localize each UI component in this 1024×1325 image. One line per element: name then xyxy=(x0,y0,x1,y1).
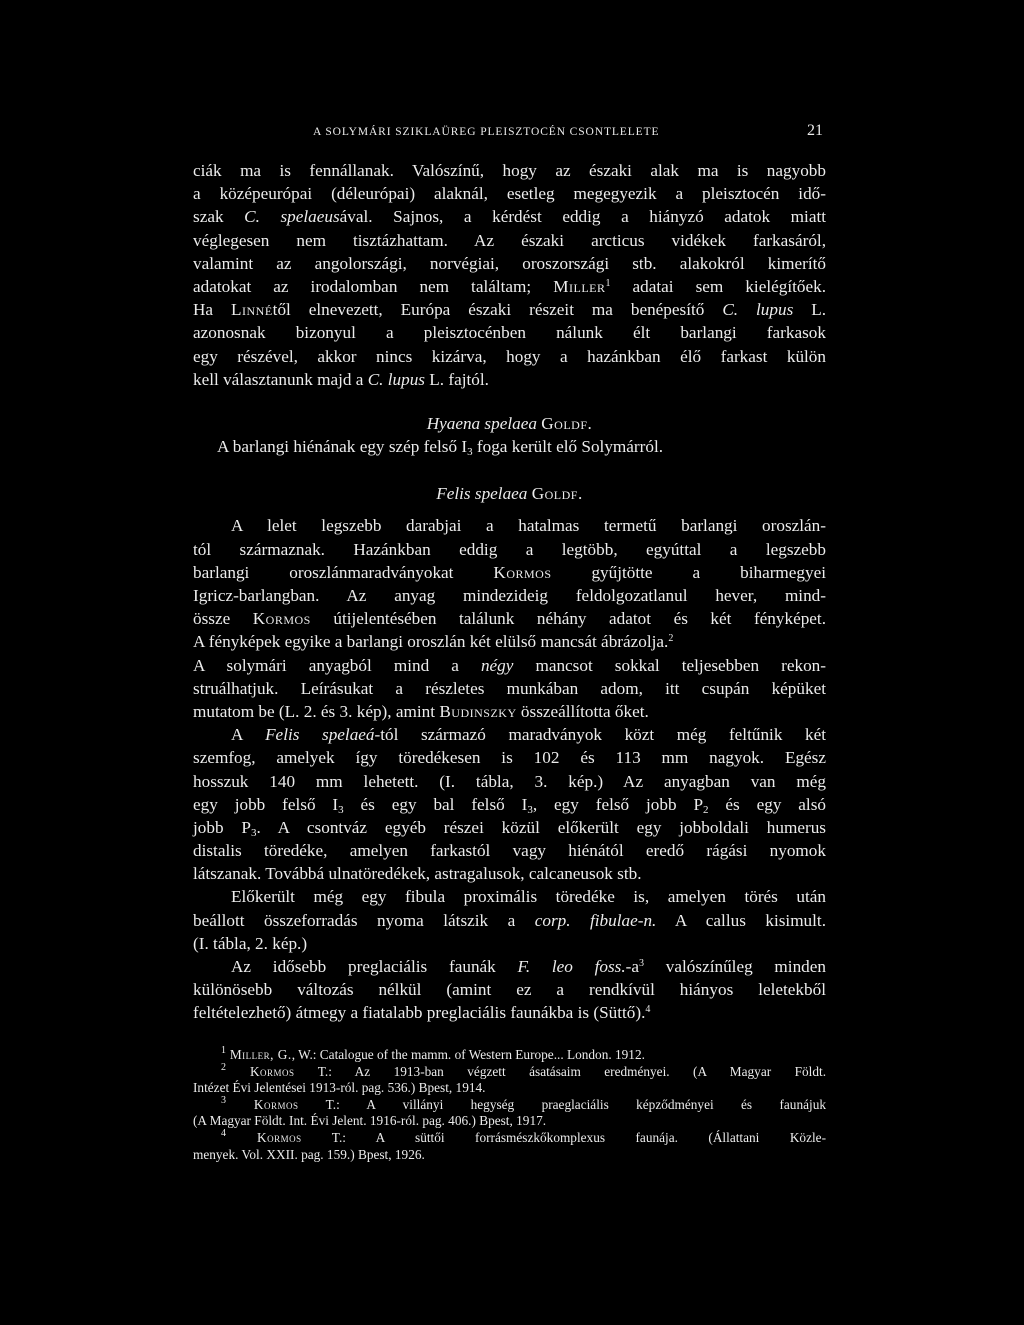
text-span: összeállította őket. xyxy=(516,701,649,721)
text-span: adatai sem kielégítőek. xyxy=(610,276,826,296)
text-span: beállott összeforradás nyoma látszik a xyxy=(193,910,535,930)
text-line: tól származnak. Hazánkban eddig a legtöbb, egyúttal a legszebb xyxy=(193,539,826,559)
emphasis: négy xyxy=(480,655,514,675)
footnote-text: T.: A villányi hegység praeglaciális képződményei és faunájuk xyxy=(298,1096,827,1112)
text-span: gyűjtötte a biharmegyei xyxy=(551,562,827,582)
text-span: től elnevezett, Európa északi részeit ma benépesítő xyxy=(272,300,723,320)
footnote-text: T.: Az 1913-ban végzett ásatásaim eredményei. (A Magyar Földt. xyxy=(294,1063,827,1079)
text-line xyxy=(193,909,826,932)
text-line xyxy=(193,630,826,653)
text-line: azonosnak bizonyul a pleisztocénben nálunk élt barlangi farkasok xyxy=(193,323,826,343)
text-line xyxy=(193,205,826,228)
running-title: A SOLYMÁRI SZIKLAÜREG PLEISZTOCÉN CSONTLELETE xyxy=(313,126,660,138)
footnote-3-cont: (A Magyar Földt. Int. Évi Jelent. 1916-ról. pag. 406.) Bpest, 1917. xyxy=(193,1113,547,1129)
text-span: kell választanunk majd a xyxy=(193,369,368,389)
text-span: L. fajtól. xyxy=(425,369,489,389)
footnote-2-cont: Intézet Évi Jelentései 1913-ról. pag. 536.) Bpest, 1914. xyxy=(193,1080,486,1096)
text-span: jobb P xyxy=(193,817,251,837)
text-line: szemfog, amelyek így töredékesen is 102 és 113 mm nagyok. Egész xyxy=(193,748,826,768)
footnote-number: 1 xyxy=(221,1045,226,1056)
text-span: A callus kisimult. xyxy=(656,910,827,930)
section-heading-felis xyxy=(193,482,826,505)
text-span: , egy felső jobb P xyxy=(532,794,704,814)
heading-taxon: Felis spelaea xyxy=(436,484,528,504)
text-span: és egy alsó xyxy=(708,794,826,814)
footnote-number: 4 xyxy=(221,1127,226,1139)
text-line: különösebb változás nélkül (amint ez a rendkívül hiányos leletekből xyxy=(193,980,826,1000)
author-name: Kormos xyxy=(493,562,552,582)
author-name: Linné xyxy=(231,300,273,320)
text-span: -a xyxy=(625,957,640,976)
text-line: Előkerült még egy fibula proximális töredéke is, amelyen törés után xyxy=(231,887,826,907)
taxon-name: C. lupus xyxy=(722,300,794,320)
anatomical-term: corp. fibulae-n. xyxy=(534,910,657,930)
text-line xyxy=(193,298,826,321)
footnote-number: 3 xyxy=(221,1094,226,1106)
text-span: Ha xyxy=(193,300,231,320)
text-span: Az idősebb preglaciális faunák xyxy=(231,957,518,976)
text-span: L. xyxy=(793,300,827,320)
text-line: a középeurópai (déleurópai) alaknál, esetleg megegyezik a pleisztocén idő- xyxy=(193,184,826,204)
text-span: A barlangi hiénának egy szép felső I xyxy=(217,437,468,457)
footnote-ref: 4 xyxy=(645,1004,651,1016)
author-name: Kormos xyxy=(226,1096,299,1112)
text-line: struálhatjuk. Leírásukat a részletes munkában adom, itt csupán képüket xyxy=(193,678,826,698)
text-line: hosszuk 140 mm lehetett. (I. tábla, 3. kép.) Az anyagban van még xyxy=(193,771,826,791)
tooth-index: 2 xyxy=(703,803,709,816)
text-line xyxy=(193,654,826,677)
text-line xyxy=(193,561,826,584)
author-name: Miller xyxy=(553,276,606,296)
page-number: 21 xyxy=(807,122,823,139)
tooth-index: 3 xyxy=(250,826,257,839)
text-line: Igricz-barlangban. Az anyag mindezideig feldolgozatlanul hever, mind- xyxy=(193,586,826,605)
tooth-index: 3 xyxy=(467,446,473,459)
text-span: mancsot sokkal teljesebben rekon- xyxy=(513,655,826,675)
footnote-text: , W.: Catalogue of the mamm. of Western Europe... London. 1912. xyxy=(291,1047,645,1062)
text-span: -tól származó maradványok közt még feltűnik két xyxy=(374,725,826,745)
footnote-4-cont: menyek. Vol. XXII. pag. 159.) Bpest, 1926. xyxy=(193,1146,425,1162)
tooth-index: 3 xyxy=(338,803,344,816)
text-span: valószínűleg minden xyxy=(644,957,826,976)
text-span: A xyxy=(231,725,266,745)
text-span: A solymári anyagból mind a xyxy=(193,655,481,675)
footnotes xyxy=(193,1047,826,1163)
text-line: A lelet legszebb darabjai a hatalmas termetű barlangi oroszlán- xyxy=(231,516,826,536)
text-line xyxy=(193,793,826,816)
footnote-ref: 3 xyxy=(639,958,645,969)
text-span: foga került elő Solymárról. xyxy=(472,437,664,457)
taxon-name: F. leo foss. xyxy=(517,957,626,976)
footnote-text: T.: A süttői forrásmészkőkomplexus faunája. (Állattani Közle- xyxy=(301,1129,826,1145)
text-line xyxy=(193,700,826,723)
text-line: (I. tábla, 2. kép.) xyxy=(193,933,308,953)
footnote-3 xyxy=(193,1094,827,1114)
text-line: látszanak. Továbbá ulnatöredékek, astragalusok, calcaneusok stb. xyxy=(193,864,642,884)
author-name: Kormos xyxy=(252,609,311,629)
text-line xyxy=(193,435,826,458)
text-span: össze xyxy=(193,609,253,629)
text-line xyxy=(193,816,826,839)
text-line: ciák ma is fennállanak. Valószínű, hogy az északi alak ma is nagyobb xyxy=(193,161,826,180)
text-span: egy jobb felső I xyxy=(193,794,339,814)
text-span: mutatom be (L. 2. és 3. kép), amint xyxy=(193,701,440,721)
text-line xyxy=(193,607,826,630)
text-line xyxy=(193,1001,826,1024)
text-line: distalis töredéke, amelyen farkastól vagy hiénától eredő rágási nyomok xyxy=(193,841,826,861)
text-span: . A csontváz egyéb részei közül előkerült egy jobboldali humerus xyxy=(256,817,826,837)
footnote-1 xyxy=(193,1047,826,1064)
footnote-ref: 1 xyxy=(605,277,611,289)
taxon-name: C. lupus xyxy=(367,369,425,389)
text-line xyxy=(193,275,826,298)
heading-taxon: Hyaena spelaea xyxy=(426,413,537,433)
author-name: Kormos xyxy=(226,1129,302,1145)
text-span: adatokat az irodalomban nem találtam; xyxy=(193,276,554,296)
text-span: szak xyxy=(193,207,245,227)
text-line xyxy=(193,368,826,391)
text-span: A fényképek egyike a barlangi oroszlán két elülső mancsát ábrázolja. xyxy=(193,632,669,652)
footnote-number: 2 xyxy=(221,1061,226,1073)
text-span: és egy bal felső I xyxy=(343,794,528,814)
footnote-4 xyxy=(193,1127,826,1147)
author-name: Miller, G. xyxy=(226,1047,292,1062)
author-name: Budinszky xyxy=(439,701,517,721)
text-span: útijelentésében találunk néhány adatot és két fényképet. xyxy=(310,609,826,629)
text-line xyxy=(193,723,826,746)
running-header xyxy=(313,124,823,146)
main-text xyxy=(193,159,826,1025)
text-line: véglegesen nem tisztázhattam. Az északi arcticus vidékek farkasáról, xyxy=(193,230,826,250)
section-heading-hyaena xyxy=(193,412,826,435)
tooth-index: 3 xyxy=(527,803,533,816)
text-span: barlangi oroszlánmaradványokat xyxy=(193,562,494,582)
heading-author: Goldf. xyxy=(531,484,583,504)
footnote-ref: 2 xyxy=(668,633,674,645)
text-span: ával. Sajnos, a kérdést eddig a hiányzó adatok miatt xyxy=(339,207,827,227)
author-name: Kormos xyxy=(226,1063,295,1079)
text-line xyxy=(193,955,826,978)
heading-author: Goldf. xyxy=(541,413,593,433)
text-line: valamint az angolországi, norvégiai, oroszországi stb. alakokról kimerítő xyxy=(193,253,826,273)
footnote-2 xyxy=(193,1061,827,1081)
text-span: feltételezhető) átmegy a fiatalabb preglaciális faunákba is (Süttő). xyxy=(193,1003,646,1023)
text-line: egy részével, akkor nincs kizárva, hogy a hazánkban élő farkast külön xyxy=(193,346,826,366)
taxon-name: C. spelaeus xyxy=(244,207,340,227)
taxon-name: Felis spelaeá xyxy=(265,725,375,745)
